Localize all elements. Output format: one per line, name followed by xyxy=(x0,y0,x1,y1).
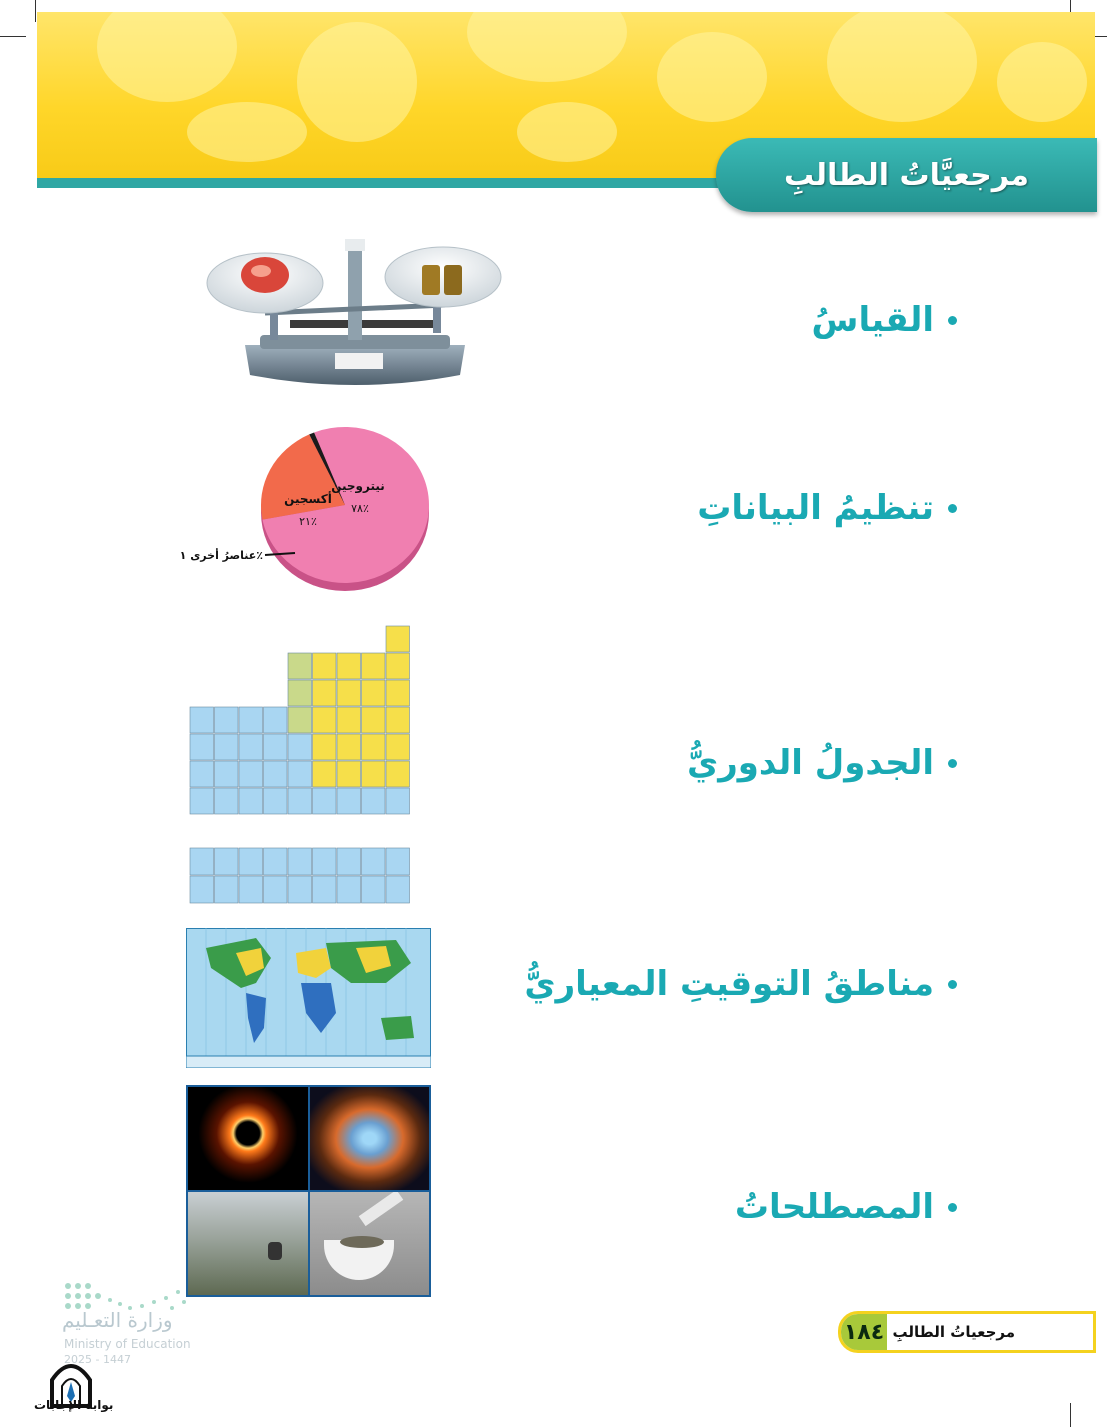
element-cell xyxy=(288,788,312,814)
element-cell xyxy=(313,848,337,875)
topic-label: القياسُ xyxy=(811,300,934,340)
time-zone-map-image xyxy=(186,928,431,1068)
element-cell xyxy=(362,761,386,787)
answers-gate-label: بوابة الإجابات xyxy=(34,1398,114,1412)
element-cell xyxy=(239,876,263,903)
element-cell xyxy=(337,653,361,679)
topic-label: المصطلحاتُ xyxy=(734,1187,934,1227)
element-cell xyxy=(386,761,410,787)
element-cell xyxy=(288,876,312,903)
page-title: مرجعيَّاتُ الطالبِ xyxy=(784,157,1029,193)
bullet-icon xyxy=(948,316,957,325)
element-cell xyxy=(337,788,361,814)
page-footer xyxy=(838,1311,1096,1353)
element-cell xyxy=(190,848,214,875)
slice-label-oxygen: أكسجين xyxy=(284,492,332,506)
beam-balance-image xyxy=(205,235,505,395)
bullet-icon xyxy=(948,980,957,989)
nebula-photo xyxy=(310,1087,430,1190)
element-cell xyxy=(313,680,337,706)
crop-mark xyxy=(0,36,26,37)
bullet-icon xyxy=(948,1203,957,1212)
footer-section-label: مرجعياتُ الطالبِ xyxy=(892,1323,1015,1341)
element-cell xyxy=(239,761,263,787)
element-cell xyxy=(288,734,312,760)
periodic-table-image xyxy=(186,622,424,910)
element-cell xyxy=(362,788,386,814)
element-cell xyxy=(288,653,312,679)
element-cell xyxy=(215,734,239,760)
element-cell xyxy=(386,653,410,679)
element-cell xyxy=(190,761,214,787)
bullet-icon xyxy=(948,504,957,513)
ministry-year: 2025 - 1447 xyxy=(64,1353,131,1366)
element-cell xyxy=(362,653,386,679)
topic-label: مناطقُ التوقيتِ المعياريُّ xyxy=(524,964,934,1004)
element-cell xyxy=(313,707,337,733)
element-cell xyxy=(337,680,361,706)
element-cell xyxy=(190,788,214,814)
element-cell xyxy=(190,707,214,733)
element-cell xyxy=(362,848,386,875)
element-cell xyxy=(362,734,386,760)
slice-label-other: عناصرُ أخرى ١٪ xyxy=(179,549,263,562)
element-cell xyxy=(337,761,361,787)
element-cell xyxy=(313,653,337,679)
topic-time-zones[interactable] xyxy=(524,964,957,1004)
element-cell xyxy=(386,680,410,706)
element-cell xyxy=(190,876,214,903)
topic-label: الجدولُ الدوريُّ xyxy=(687,743,934,783)
element-cell xyxy=(288,680,312,706)
element-cell xyxy=(239,788,263,814)
topic-label: تنظيمُ البياناتِ xyxy=(697,488,934,528)
element-cell xyxy=(264,734,288,760)
element-cell xyxy=(386,626,410,652)
element-cell xyxy=(362,680,386,706)
slice-label-nitrogen: نيتروجين xyxy=(331,479,385,493)
crop-mark xyxy=(1070,1403,1071,1427)
element-cell xyxy=(362,707,386,733)
element-cell xyxy=(386,788,410,814)
element-cell xyxy=(386,848,410,875)
topic-periodic-table[interactable] xyxy=(687,743,957,783)
element-cell xyxy=(264,707,288,733)
element-cell xyxy=(337,848,361,875)
element-cell xyxy=(386,734,410,760)
element-cell xyxy=(239,848,263,875)
element-cell xyxy=(215,707,239,733)
crop-mark xyxy=(35,0,36,22)
element-cell xyxy=(288,707,312,733)
composition-pie-chart xyxy=(170,415,440,595)
glossary-photo-collage xyxy=(186,1085,431,1297)
element-cell xyxy=(313,734,337,760)
element-cell xyxy=(337,876,361,903)
ministry-name-arabic: وزارة التعـليم xyxy=(62,1308,173,1332)
element-cell xyxy=(239,707,263,733)
element-cell xyxy=(313,761,337,787)
element-cell xyxy=(264,876,288,903)
element-cell xyxy=(264,788,288,814)
mortar-photo xyxy=(310,1192,430,1295)
bullet-icon xyxy=(948,759,957,768)
element-cell xyxy=(288,848,312,875)
element-cell xyxy=(288,761,312,787)
element-cell xyxy=(264,848,288,875)
topic-measurement[interactable] xyxy=(812,300,957,340)
slice-value-oxygen: ٢١٪ xyxy=(299,515,317,528)
element-cell xyxy=(239,734,263,760)
element-cell xyxy=(215,761,239,787)
topic-glossary[interactable] xyxy=(735,1187,957,1227)
element-cell xyxy=(386,876,410,903)
page-number: ١٨٤ xyxy=(841,1314,887,1350)
element-cell xyxy=(215,876,239,903)
element-cell xyxy=(313,876,337,903)
element-cell xyxy=(362,876,386,903)
element-cell xyxy=(386,707,410,733)
element-cell xyxy=(190,734,214,760)
element-cell xyxy=(313,788,337,814)
element-cell xyxy=(337,734,361,760)
title-tab xyxy=(716,138,1097,212)
ministry-name-english: Ministry of Education xyxy=(64,1337,191,1351)
element-cell xyxy=(215,788,239,814)
eclipse-photo xyxy=(188,1087,308,1190)
slice-value-nitrogen: ٧٨٪ xyxy=(351,502,369,515)
element-cell xyxy=(264,761,288,787)
element-cell xyxy=(215,848,239,875)
topic-data-organization[interactable] xyxy=(697,488,957,528)
element-cell xyxy=(337,707,361,733)
